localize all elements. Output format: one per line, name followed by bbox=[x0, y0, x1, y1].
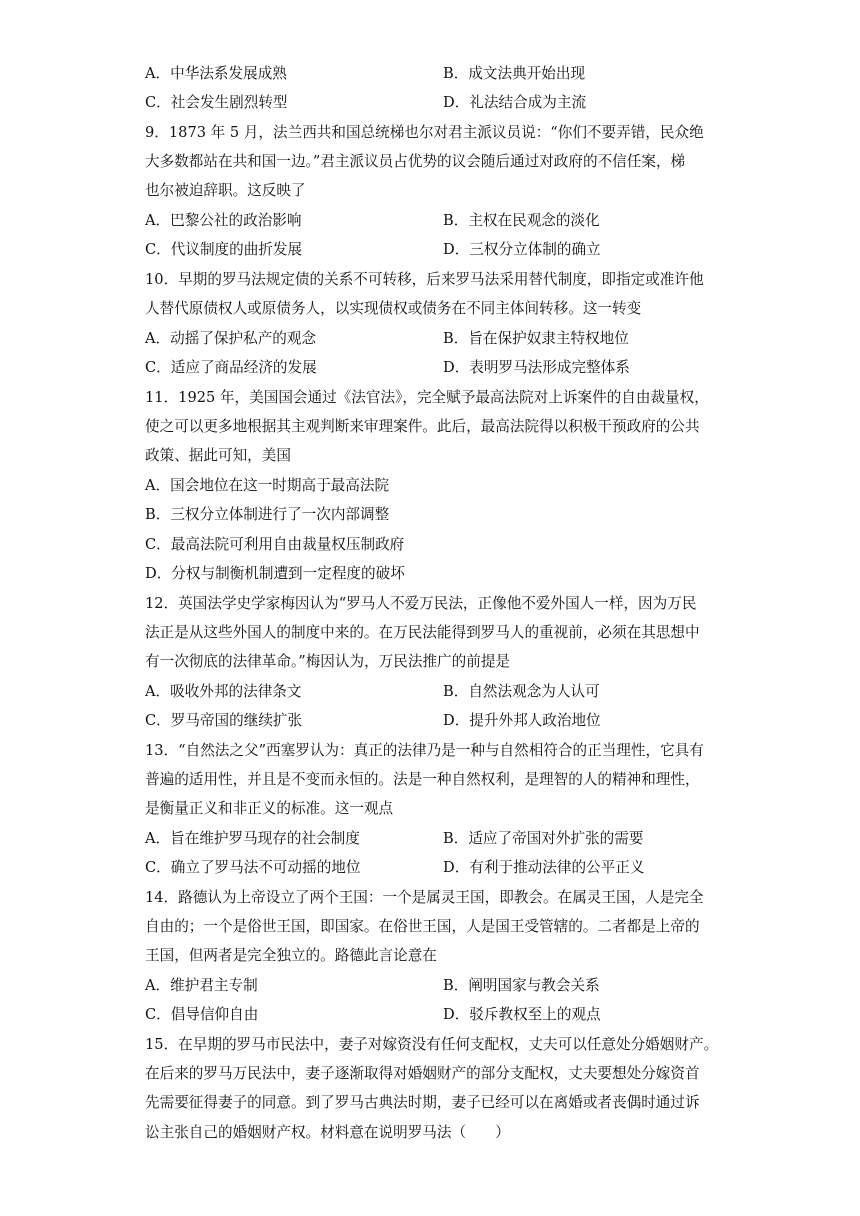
q10-option-d: D．表明罗马法形成完整体系 bbox=[443, 359, 630, 376]
q11-option-b: B．三权分立体制进行了一次内部调整 bbox=[145, 506, 390, 523]
q8-option-b: B．成文法典开始出现 bbox=[443, 65, 586, 82]
q11-stem-line-2: 使之可以更多地根据其主观判断来审理案件。此后，最高法院得以积极干预政府的公共 bbox=[145, 418, 700, 435]
q9-stem-line-3: 也尔被迫辞职。这反映了 bbox=[145, 182, 306, 199]
q9-option-d: D．三权分立体制的确立 bbox=[443, 241, 601, 258]
q10-stem-line-1: 10．早期的罗马法规定债的关系不可转移，后来罗马法采用替代制度，即指定或准许他 bbox=[145, 271, 704, 288]
q15-stem-line-4: 讼主张自己的婚姻财产权。材料意在说明罗马法（ ） bbox=[145, 1124, 510, 1141]
q13-option-d: D．有利于推动法律的公平正义 bbox=[443, 859, 645, 876]
q15-stem-line-2: 在后来的罗马万民法中，妻子逐渐取得对婚姻财产的部分支配权，丈夫要想处分嫁资首 bbox=[145, 1065, 700, 1082]
q8-option-c: C．社会发生剧烈转型 bbox=[145, 94, 288, 111]
q14-stem-line-3: 王国，但两者是完全独立的。路德此言论意在 bbox=[145, 947, 437, 964]
q13-option-c: C．确立了罗马法不可动摇的地位 bbox=[145, 859, 361, 876]
q13-stem-line-3: 是衡量正义和非正义的标准。这一观点 bbox=[145, 800, 394, 817]
q14-stem-line-1: 14．路德认为上帝设立了两个王国：一个是属灵王国，即教会。在属灵王国，人是完全 bbox=[145, 889, 704, 906]
q14-option-d: D．驳斥教权至上的观点 bbox=[443, 1006, 601, 1023]
q10-option-b: B．旨在保护奴隶主特权地位 bbox=[443, 330, 629, 347]
q10-option-c: C．适应了商品经济的发展 bbox=[145, 359, 317, 376]
q8-option-a: A．中华法系发展成熟 bbox=[145, 65, 287, 82]
q15-stem-line-1: 15．在早期的罗马市民法中，妻子对嫁资没有任何支配权，丈夫可以任意处分婚姻财产。 bbox=[145, 1036, 719, 1053]
q12-option-a: A．吸收外邦的法律条文 bbox=[145, 683, 302, 700]
q9-option-b: B．主权在民观念的淡化 bbox=[443, 212, 600, 229]
q10-stem-line-2: 人替代原债权人或原债务人，以实现债权或债务在不同主体间转移。这一转变 bbox=[145, 300, 642, 317]
q10-option-a: A．动摇了保护私产的观念 bbox=[145, 330, 317, 347]
q9-stem-line-2: 大多数都站在共和国一边。”君主派议员占优势的议会随后通过对政府的不信任案，梯 bbox=[145, 153, 686, 170]
q12-stem-line-2: 法正是从这些外国人的制度中来的。在万民法能得到罗马人的重视前，必须在其思想中 bbox=[145, 624, 700, 641]
q9-option-c: C．代议制度的曲折发展 bbox=[145, 241, 303, 258]
q12-option-b: B．自然法观念为人认可 bbox=[443, 683, 600, 700]
q14-stem-line-2: 自由的；一个是俗世王国，即国家。在俗世王国，人是国王受管辖的。二者都是上帝的 bbox=[145, 918, 700, 935]
q15-stem-line-3: 先需要征得妻子的同意。到了罗马古典法时期，妻子已经可以在离婚或者丧偶时通过诉 bbox=[145, 1094, 700, 1111]
q13-option-a: A．旨在维护罗马现存的社会制度 bbox=[145, 830, 360, 847]
q14-option-a: A．维护君主专制 bbox=[145, 977, 258, 994]
q14-option-c: C．倡导信仰自由 bbox=[145, 1006, 259, 1023]
q9-stem-line-1: 9．1873 年 5 月，法兰西共和国总统梯也尔对君主派议员说：“你们不要弄错，民众绝 bbox=[145, 124, 704, 141]
q13-stem-line-2: 普遍的适用性，并且是不变而永恒的。法是一种自然权利，是理智的人的精神和理性， bbox=[145, 771, 700, 788]
q9-option-a: A．巴黎公社的政治影响 bbox=[145, 212, 302, 229]
q11-option-d: D．分权与制衡机制遭到一定程度的破坏 bbox=[145, 565, 405, 582]
q12-stem-line-1: 12．英国法学史学家梅因认为“罗马人不爱万民法，正像他不爱外国人一样，因为万民 bbox=[145, 595, 697, 612]
q12-option-d: D．提升外邦人政治地位 bbox=[443, 712, 601, 729]
q13-option-b: B．适应了帝国对外扩张的需要 bbox=[443, 830, 644, 847]
q11-option-a: A．国会地位在这一时期高于最高法院 bbox=[145, 477, 390, 494]
q13-stem-line-1: 13．“自然法之父”西塞罗认为：真正的法律乃是一种与自然相符合的正当理性，它具有 bbox=[145, 742, 704, 759]
q14-option-b: B．阐明国家与教会关系 bbox=[443, 977, 600, 994]
q12-option-c: C．罗马帝国的继续扩张 bbox=[145, 712, 303, 729]
q11-stem-line-3: 政策、据此可知，美国 bbox=[145, 447, 291, 464]
q11-stem-line-1: 11．1925 年，美国国会通过《法官法》，完全赋予最高法院对上诉案件的自由裁量权， bbox=[145, 389, 709, 406]
q11-option-c: C．最高法院可利用自由裁量权压制政府 bbox=[145, 536, 405, 553]
q12-stem-line-3: 有一次彻底的法律革命。”梅因认为，万民法推广的前提是 bbox=[145, 653, 511, 670]
q8-option-d: D．礼法结合成为主流 bbox=[443, 94, 587, 111]
